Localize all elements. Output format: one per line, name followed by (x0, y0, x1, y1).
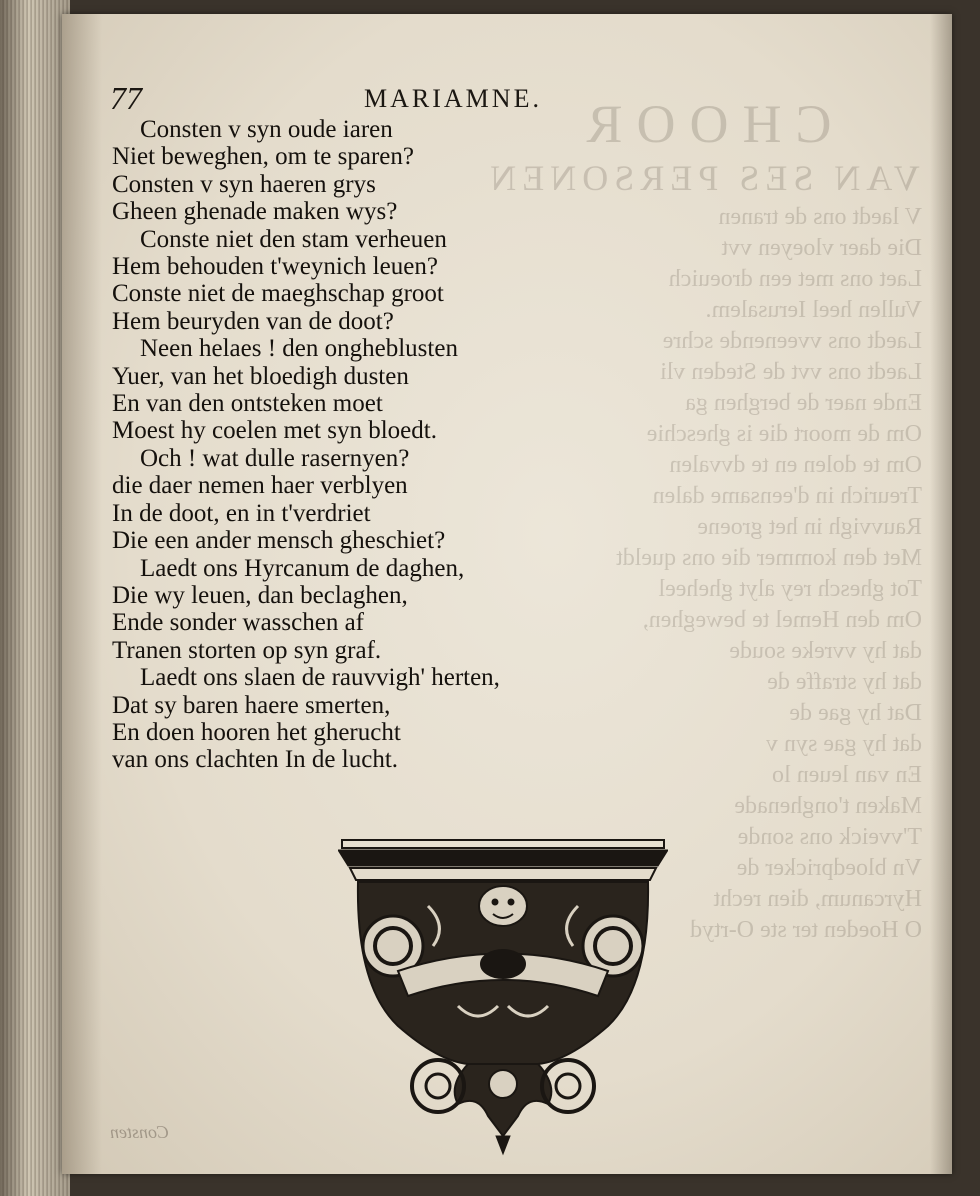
show-through-line: Laedt ons vvt de Steden vli (660, 359, 922, 385)
poem-line: Ende sonder wasschen af (112, 609, 364, 637)
show-through-line: dat hy straffe de (767, 669, 922, 695)
show-through-line: Rauvvigh in het groene (697, 514, 922, 540)
poem-line: van ons clachten In de lucht. (112, 746, 399, 774)
show-through-line: Met den kommer die ons queldt (616, 545, 922, 571)
poem-line: Och ! wat dulle rasernyen? (140, 444, 410, 472)
show-through-line: V laedt ons de tranen (718, 204, 922, 230)
poem-line: Niet beweghen, om te sparen? (112, 143, 414, 171)
show-through-line: Tot ghesch rey alyt gheheel (658, 576, 922, 602)
poem-line: Gheen ghenade maken wys? (112, 198, 398, 226)
poem-line: Neen helaes ! den ongheblusten (140, 335, 458, 363)
show-through-line: Om te dolen en te dvvalen (669, 452, 922, 478)
poem-line: En van den ontsteken moet (112, 390, 383, 418)
show-through-line: Maken t'onghenade (734, 793, 922, 819)
poem-line: Consten v syn haeren grys (112, 170, 376, 198)
poem-line: Laedt ons Hyrcanum de daghen, (140, 554, 465, 582)
edge-shadow (0, 0, 70, 1196)
show-through-line: T'vveick ons sonde (737, 824, 922, 850)
poem-line: Hem beuryden van de doot? (112, 307, 394, 335)
show-through-line: dat hy gae syn v (766, 731, 922, 757)
poem-line: Moest hy coelen met syn bloedt. (112, 417, 437, 445)
poem-line: Conste niet den stam verheuen (140, 225, 447, 253)
poem-line: Yuer, van het bloedigh dusten (112, 362, 409, 390)
page-gutter-shadow (62, 14, 102, 1174)
poem-line: Die wy leuen, dan beclaghen, (112, 581, 408, 609)
poem-line: In de doot, en in t'verdriet (112, 499, 371, 527)
poem-line: Consten v syn oude iaren (140, 116, 393, 143)
page-edge-shadow (930, 14, 952, 1174)
show-through-line: Om de moort die is gheschie (646, 421, 922, 447)
running-head: MARIAMNE. (364, 84, 542, 113)
show-through-line: Laedt ons vveenende schre (662, 328, 922, 354)
show-through-line: Die daer vloeyen vvt (721, 235, 922, 261)
show-through-line: O Hoeden ter ste O-rtyd (690, 917, 922, 943)
tailpiece-ornament (338, 836, 668, 1156)
show-through-line: Hyrcanum, dien recht (713, 886, 922, 912)
page-number: 77 (110, 80, 142, 116)
show-through-subhead: VAN SES PERSONEN (484, 158, 920, 198)
poem-line: die daer nemen haer verblyen (112, 472, 408, 500)
poem-text (112, 116, 632, 774)
show-through-line: En van leuen lo (772, 762, 922, 788)
poem-line: Die een ander mensch gheschiet? (112, 527, 446, 555)
show-through-line: Vullen heel Ierusalem. (705, 297, 922, 323)
poem-line: En doen hooren het gherucht (112, 718, 401, 746)
show-through-line: Ende naer de berghen ga (685, 390, 922, 416)
poem-line: Laedt ons slaen de rauvvigh' herten, (140, 664, 500, 692)
poem-line: Conste niet de maeghschap groot (112, 280, 444, 308)
poem-line: Dat sy baren haere smerten, (112, 691, 391, 719)
show-through-line: Treurich in d'eensame dalen (652, 483, 922, 509)
show-through-head: CHOOR (572, 94, 832, 154)
show-through-line: Om den Hemel te beweghen, (642, 607, 922, 633)
poem-line: Hem behouden t'weynich leuen? (112, 253, 438, 281)
show-through-line: Dat hy gae de (789, 700, 922, 726)
show-through-line: Laet ons met een droeuich (668, 266, 922, 292)
poem-line: Tranen storten op syn graf. (112, 636, 382, 664)
page-header (110, 80, 710, 120)
show-through-line: Vn bloedpricker de (736, 855, 922, 881)
show-through-catchword: Consten (110, 1122, 170, 1142)
show-through-line: dat hy vvreke soude (729, 638, 922, 664)
